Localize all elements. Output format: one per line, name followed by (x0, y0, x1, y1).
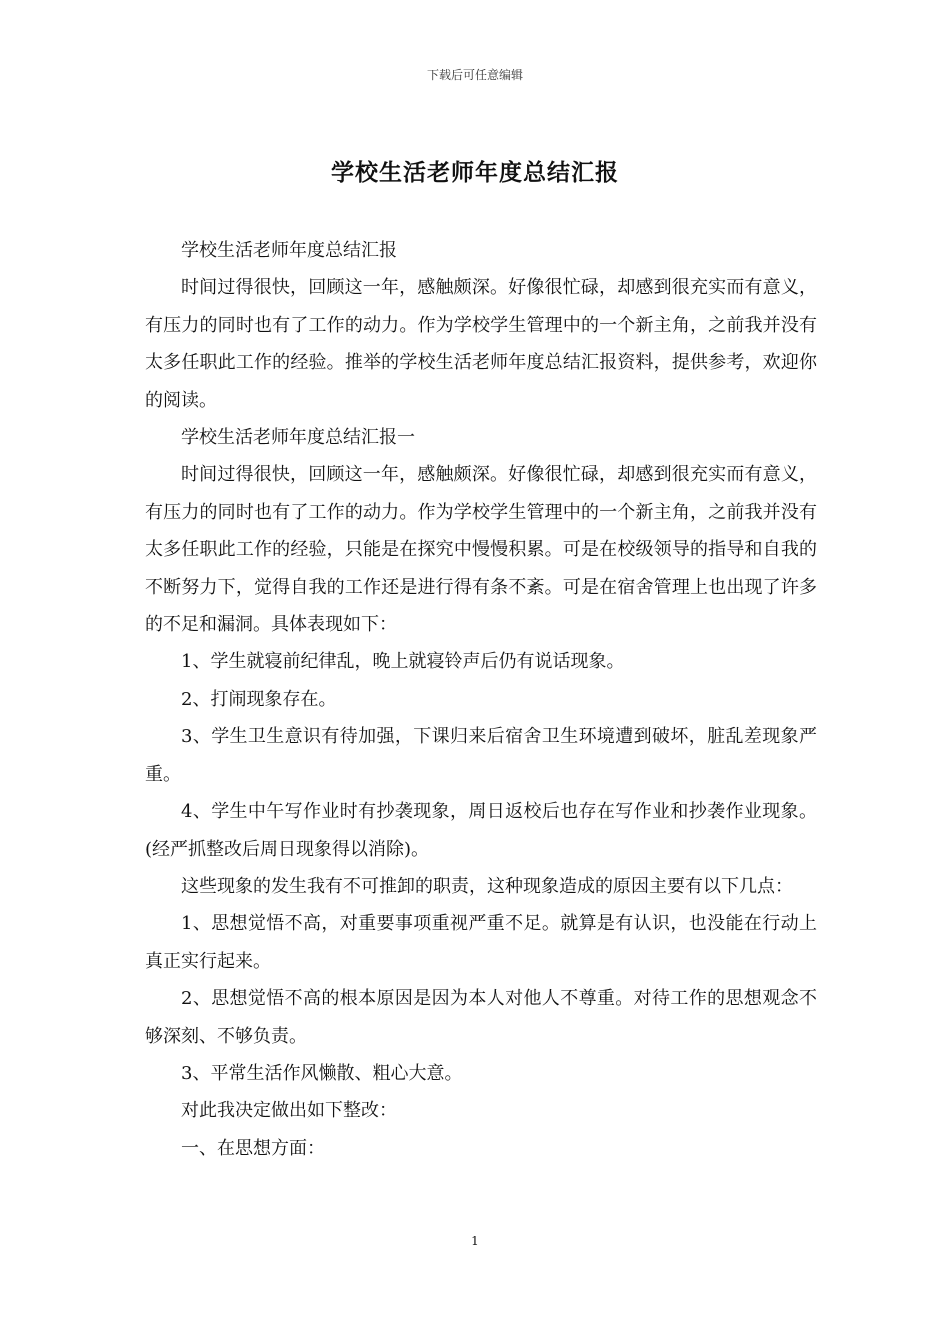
list-item: 2、打闹现象存在。 (181, 688, 337, 710)
paragraph-body: 一、在思想方面： (181, 1137, 325, 1159)
list-item: 4、学生中午写作业时有抄袭现象，周日返校后也存在写作业和抄袭作业现象。(经严抓整改后周日现象得以消除)。 (145, 801, 817, 860)
page-header-note: 下载后可任意编辑 (426, 68, 523, 82)
paragraph-intro: 时间过得很快，回顾这一年，感触颇深。好像很忙碌，却感到很充实而有意义，有压力的同时也有了工作的动力。作为学校学生管理中的一个新主角，之前我并没有太多任职此工作的经验。推举的学校生活老师年度总结汇报资料，提供参考，欢迎你的阅读。 (145, 277, 817, 411)
paragraph-section-heading: 学校生活老师年度总结汇报一 (181, 427, 415, 449)
list-item: 1、思想觉悟不高，对重要事项重视严重不足。就算是有认识，也没能在行动上真正实行起来。 (145, 913, 817, 972)
list-item: 3、平常生活作风懒散、粗心大意。 (181, 1062, 463, 1084)
list-item: 1、学生就寝前纪律乱，晚上就寝铃声后仍有说话现象。 (181, 651, 625, 673)
document-body (145, 232, 817, 1167)
page-number: 1 (471, 1234, 479, 1248)
paragraph-subtitle: 学校生活老师年度总结汇报 (181, 240, 397, 261)
paragraph-body: 这些现象的发生我有不可推卸的职责，这种现象造成的原因主要有以下几点： (181, 875, 793, 897)
list-item: 2、思想觉悟不高的根本原因是因为本人对他人不尊重。对待工作的思想观念不够深刻、不够负责。 (145, 988, 817, 1047)
paragraph-body: 对此我决定做出如下整改： (181, 1100, 397, 1122)
document-title: 学校生活老师年度总结汇报 (331, 159, 619, 186)
list-item: 3、学生卫生意识有待加强，下课归来后宿舍卫生环境遭到破坏，脏乱差现象严重。 (145, 726, 817, 785)
paragraph-body: 时间过得很快，回顾这一年，感触颇深。好像很忙碌，却感到很充实而有意义，有压力的同时也有了工作的动力。作为学校学生管理中的一个新主角，之前我并没有太多任职此工作的经验，只能是在探究中慢慢积累。可是在校级领导的指导和自我的不断努力下，觉得自我的工作还是进行得有条不紊。可是在宿舍管理上也出现了许多的不足和漏洞。具体表现如下： (145, 464, 817, 636)
